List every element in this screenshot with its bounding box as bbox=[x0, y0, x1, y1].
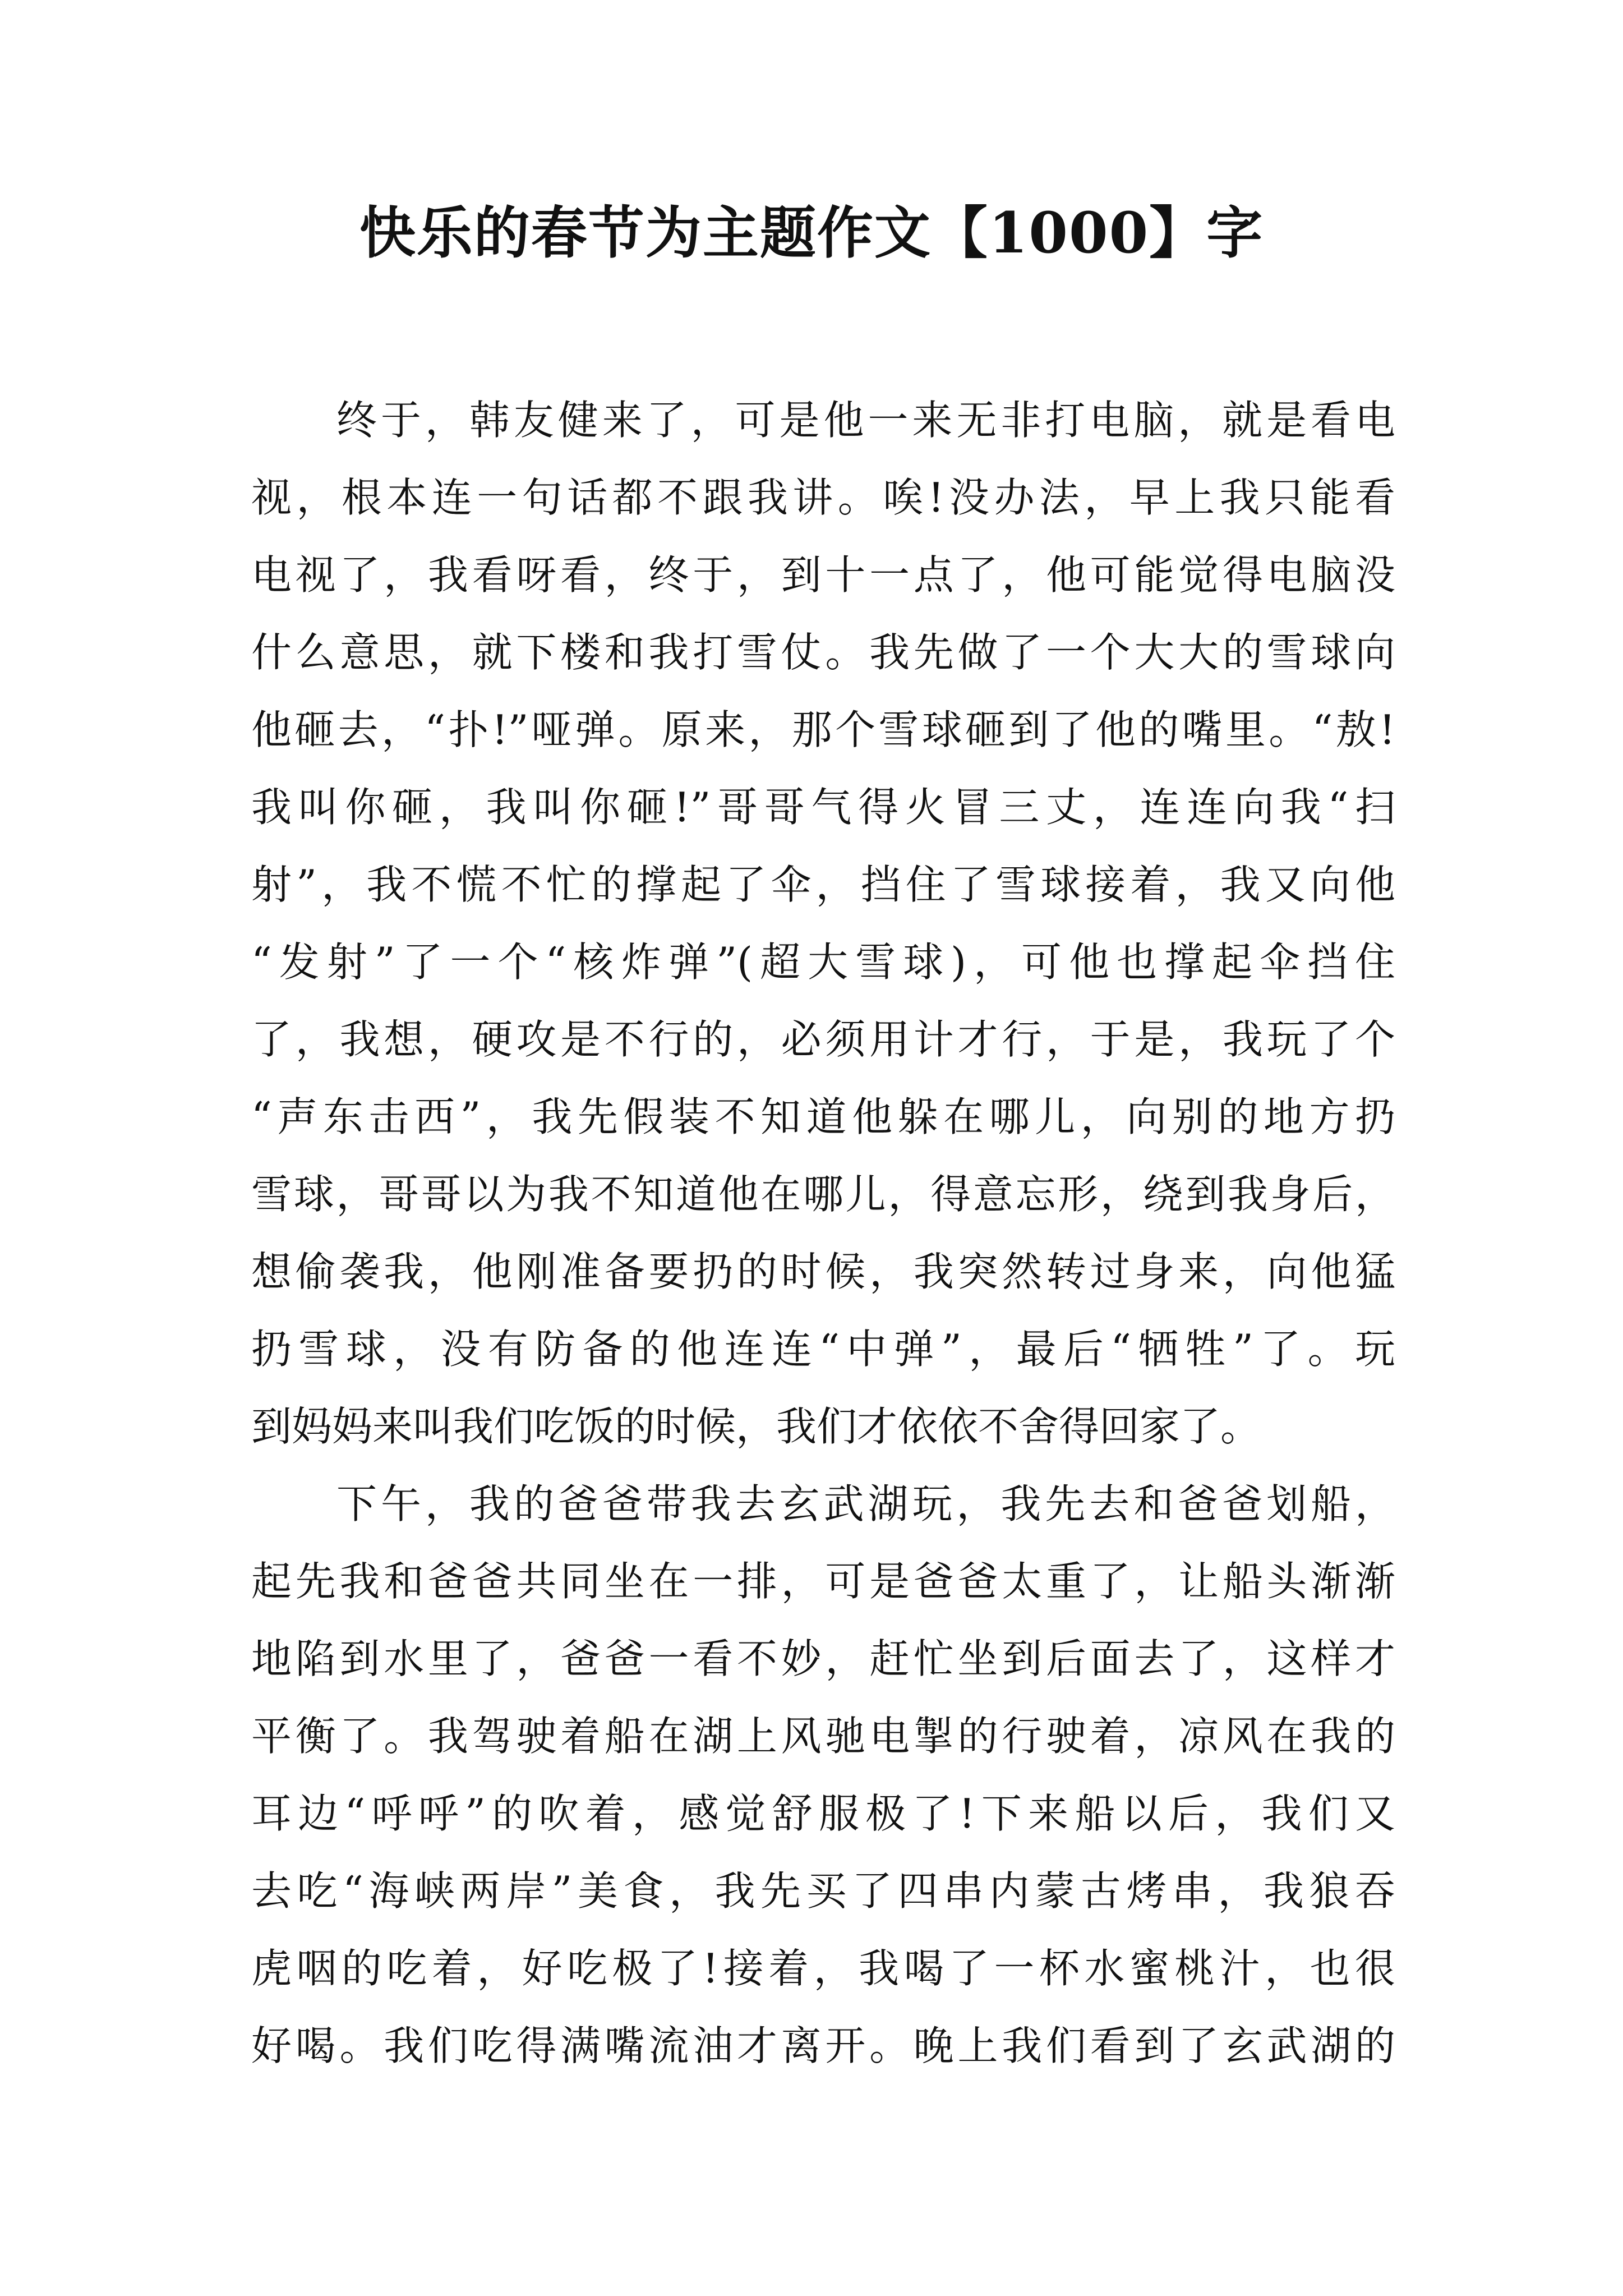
paragraph-1-line-3: 电视了，我看呀看，终于，到十一点了，他可能觉得电脑没 bbox=[251, 551, 1395, 599]
document-title: 快乐的春节为主题作文【1000】字 bbox=[359, 200, 1264, 266]
paragraph-2-line-5: 耳边“呼呼”的吹着，感觉舒服极了!下来船以后，我们又 bbox=[251, 1790, 1395, 1837]
paragraph-1-line-2: 视，根本连一句话都不跟我讲。唉!没办法，早上我只能看 bbox=[251, 474, 1395, 521]
paragraph-2-line-2: 起先我和爸爸共同坐在一排，可是爸爸太重了，让船头渐渐 bbox=[251, 1558, 1395, 1605]
paragraph-1-line-8: “发射”了一个“核炸弹”(超大雪球)，可他也撑起伞挡住 bbox=[251, 938, 1395, 986]
paragraph-1-line-14: 到妈妈来叫我们吃饭的时候，我们才依依不舍得回家了。 bbox=[251, 1403, 1261, 1450]
paragraph-2-line-6: 去吃“海峡两岸”美食，我先买了四串内蒙古烤串，我狼吞 bbox=[251, 1867, 1395, 1915]
paragraph-1-line-12: 想偷袭我，他刚准备要扔的时候，我突然转过身来，向他猛 bbox=[251, 1248, 1395, 1295]
paragraph-2-line-1: 下午，我的爸爸带我去玄武湖玩，我先去和爸爸划船， bbox=[336, 1480, 1395, 1527]
paragraph-1-line-6: 我叫你砸，我叫你砸!”哥哥气得火冒三丈，连连向我“扫 bbox=[251, 784, 1395, 831]
paragraph-2-line-8: 好喝。我们吃得满嘴流油才离开。晚上我们看到了玄武湖的 bbox=[251, 2022, 1395, 2069]
paragraph-1-line-9: 了，我想，硬攻是不行的，必须用计才行，于是，我玩了个 bbox=[251, 1016, 1395, 1063]
paragraph-2-line-7: 虎咽的吃着，好吃极了!接着，我喝了一杯水蜜桃汁，也很 bbox=[251, 1945, 1395, 1992]
document-body bbox=[251, 381, 1395, 2085]
paragraph-1-line-13: 扔雪球，没有防备的他连连“中弹”，最后“牺牲”了。玩 bbox=[251, 1326, 1395, 1373]
paragraph-1-line-5: 他砸去，“扑!”哑弹。原来，那个雪球砸到了他的嘴里。“敖! bbox=[251, 706, 1395, 753]
paragraph-1-line-4: 什么意思，就下楼和我打雪仗。我先做了一个大大的雪球向 bbox=[251, 629, 1395, 676]
paragraph-1-line-7: 射”，我不慌不忙的撑起了伞，挡住了雪球接着，我又向他 bbox=[251, 861, 1395, 908]
paragraph-2-line-3: 地陷到水里了，爸爸一看不妙，赶忙坐到后面去了，这样才 bbox=[251, 1635, 1395, 1682]
paragraph-2-line-4: 平衡了。我驾驶着船在湖上风驰电掣的行驶着，凉风在我的 bbox=[251, 1713, 1395, 1760]
paragraph-1-line-1: 终于，韩友健来了，可是他一来无非打电脑，就是看电 bbox=[336, 397, 1395, 444]
paragraph-1-line-10: “声东击西”，我先假装不知道他躲在哪儿，向别的地方扔 bbox=[251, 1093, 1395, 1140]
paragraph-1-line-11: 雪球，哥哥以为我不知道他在哪儿，得意忘形，绕到我身后， bbox=[251, 1171, 1395, 1218]
